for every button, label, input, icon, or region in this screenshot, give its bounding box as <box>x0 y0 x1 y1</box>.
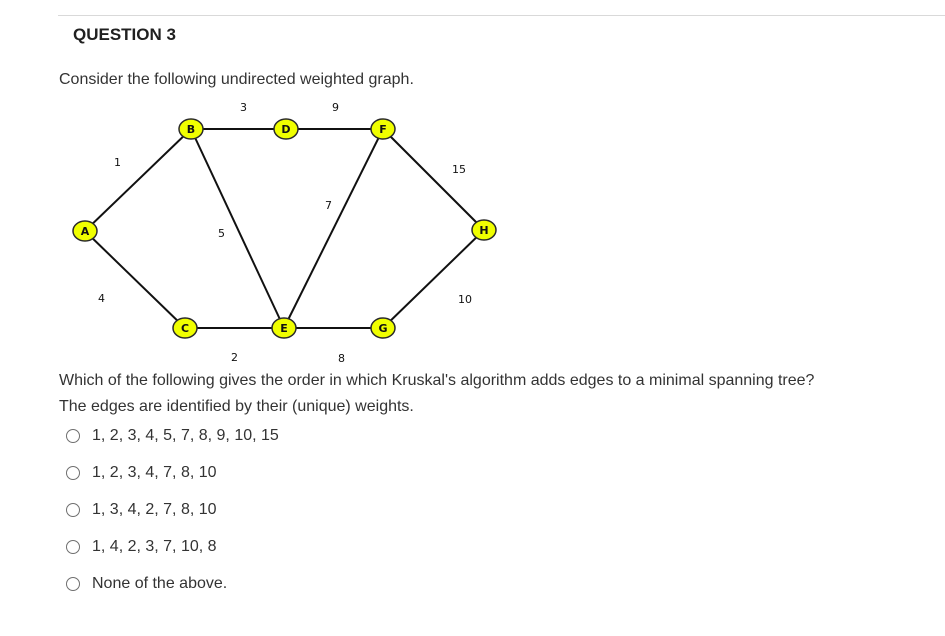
weight-c-e: 2 <box>231 351 238 364</box>
answer-option-4[interactable] <box>66 536 217 558</box>
question-text <box>59 368 814 420</box>
radio-button[interactable] <box>66 503 80 517</box>
answer-option-3[interactable] <box>66 499 217 521</box>
weight-b-e: 5 <box>218 227 225 240</box>
svg-text:H: H <box>479 224 489 237</box>
edge-b-e <box>191 129 284 328</box>
radio-button[interactable] <box>66 466 80 480</box>
svg-text:A: A <box>80 225 90 238</box>
answer-option-label: 1, 2, 3, 4, 5, 7, 8, 9, 10, 15 <box>92 427 279 444</box>
node-a <box>73 221 97 241</box>
svg-text:D: D <box>281 123 291 136</box>
radio-button[interactable] <box>66 577 80 591</box>
radio-button[interactable] <box>66 429 80 443</box>
weighted-graph-diagram <box>60 96 500 365</box>
weight-f-h: 15 <box>452 163 466 176</box>
edge-a-b <box>85 129 191 231</box>
answer-option-5[interactable] <box>66 573 227 595</box>
weight-d-f: 9 <box>332 101 339 114</box>
node-c <box>173 318 197 338</box>
answer-option-1[interactable] <box>66 425 279 447</box>
weight-e-g: 8 <box>338 352 345 365</box>
radio-button[interactable] <box>66 540 80 554</box>
answer-option-label: 1, 2, 3, 4, 7, 8, 10 <box>92 464 217 481</box>
question-prompt: Consider the following undirected weighted graph. <box>59 71 414 88</box>
answer-option-2[interactable] <box>66 462 217 484</box>
question-text-line-2: The edges are identified by their (unique) weights. <box>59 398 414 415</box>
weight-a-b: 1 <box>114 156 121 169</box>
node-g <box>371 318 395 338</box>
edge-a-c <box>85 231 185 328</box>
svg-text:B: B <box>186 123 196 136</box>
answer-option-label: None of the above. <box>92 575 228 592</box>
question-text-line-1: Which of the following gives the order in which Kruskal's algorithm adds edges to a minimal spanning tree? <box>59 372 815 389</box>
svg-text:F: F <box>379 123 387 136</box>
svg-text:C: C <box>180 322 190 335</box>
svg-text:E: E <box>280 322 288 335</box>
svg-text:G: G <box>378 322 388 335</box>
node-f <box>371 119 395 139</box>
answer-option-label: 1, 4, 2, 3, 7, 10, 8 <box>92 538 217 555</box>
top-divider <box>58 15 945 16</box>
edge-g-h <box>383 230 484 328</box>
weight-a-c: 4 <box>98 292 105 305</box>
node-e <box>272 318 296 338</box>
question-title: QUESTION 3 <box>73 25 176 44</box>
edge-f-h <box>383 129 484 230</box>
node-b <box>179 119 203 139</box>
weight-b-d: 3 <box>240 101 247 114</box>
node-d <box>274 119 298 139</box>
answer-option-label: 1, 3, 4, 2, 7, 8, 10 <box>92 501 217 518</box>
edge-e-f <box>284 129 383 328</box>
node-h <box>472 220 496 240</box>
weight-e-f: 7 <box>325 199 332 212</box>
weight-g-h: 10 <box>458 293 472 306</box>
